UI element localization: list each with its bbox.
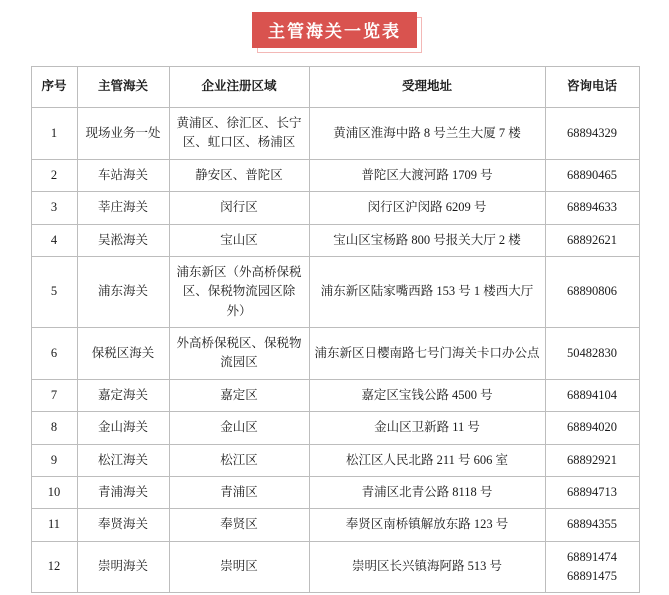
cell-customs-office: 车站海关: [77, 159, 169, 191]
cell-customs-office: 金山海关: [77, 412, 169, 444]
cell-phone: [545, 224, 639, 256]
cell-customs-office: 浦东海关: [77, 256, 169, 327]
cell-address: 青浦区北青公路 8118 号: [309, 476, 545, 508]
column-header-registration-area: 企业注册区域: [169, 67, 309, 108]
cell-customs-office: 保税区海关: [77, 328, 169, 380]
cell-customs-office: 青浦海关: [77, 476, 169, 508]
phone-number: 68894713: [567, 484, 617, 499]
customs-table: [31, 66, 640, 593]
cell-phone: [545, 108, 639, 160]
cell-address: 金山区卫新路 11 号: [309, 412, 545, 444]
cell-customs-office: 现场业务一处: [77, 108, 169, 160]
phone-number: 68890465: [567, 167, 617, 182]
cell-customs-office: 莘庄海关: [77, 192, 169, 224]
cell-no: 2: [31, 159, 77, 191]
table-row: [31, 328, 639, 380]
cell-registration-area: 奉贤区: [169, 509, 309, 541]
table-body: [31, 108, 639, 593]
cell-phone: [545, 476, 639, 508]
cell-no: 12: [31, 541, 77, 593]
table-row: [31, 509, 639, 541]
title-area: [0, 0, 669, 48]
table-row: [31, 541, 639, 593]
cell-address: 奉贤区南桥镇解放东路 123 号: [309, 509, 545, 541]
column-header-no: 序号: [31, 67, 77, 108]
phone-number: 68894633: [567, 200, 617, 215]
cell-phone: [545, 159, 639, 191]
cell-address: 宝山区宝杨路 800 号报关大厅 2 楼: [309, 224, 545, 256]
cell-registration-area: 松江区: [169, 444, 309, 476]
cell-registration-area: 闵行区: [169, 192, 309, 224]
cell-address: 崇明区长兴镇海阿路 513 号: [309, 541, 545, 593]
table-header: [31, 67, 639, 108]
cell-registration-area: 崇明区: [169, 541, 309, 593]
table-row: [31, 476, 639, 508]
cell-customs-office: 松江海关: [77, 444, 169, 476]
column-header-phone: 咨询电话: [545, 67, 639, 108]
table-row: [31, 256, 639, 327]
cell-phone: [545, 541, 639, 593]
phone-number: 68894329: [567, 125, 617, 140]
cell-customs-office: 崇明海关: [77, 541, 169, 593]
cell-registration-area: 宝山区: [169, 224, 309, 256]
cell-phone: [545, 379, 639, 411]
cell-phone: [545, 509, 639, 541]
cell-phone: [545, 444, 639, 476]
cell-registration-area: 嘉定区: [169, 379, 309, 411]
cell-no: 8: [31, 412, 77, 444]
phone-number: 68891475: [567, 569, 617, 583]
cell-customs-office: 嘉定海关: [77, 379, 169, 411]
cell-no: 10: [31, 476, 77, 508]
cell-address: 浦东新区陆家嘴西路 153 号 1 楼西大厅: [309, 256, 545, 327]
cell-no: 9: [31, 444, 77, 476]
cell-registration-area: 静安区、普陀区: [169, 159, 309, 191]
table-row: [31, 379, 639, 411]
phone-number: 68892621: [567, 232, 617, 247]
phone-number: 68894020: [567, 420, 617, 435]
phone-number: 68894104: [567, 387, 617, 402]
phone-number: 68892921: [567, 452, 617, 467]
cell-phone: [545, 328, 639, 380]
cell-customs-office: 吴淞海关: [77, 224, 169, 256]
page-title: 主管海关一览表: [252, 12, 417, 48]
cell-phone: [545, 256, 639, 327]
table-row: [31, 412, 639, 444]
cell-address: 嘉定区宝钱公路 4500 号: [309, 379, 545, 411]
cell-no: 1: [31, 108, 77, 160]
cell-address: 浦东新区日樱南路七号门海关卡口办公点: [309, 328, 545, 380]
cell-no: 4: [31, 224, 77, 256]
phone-number: 68891474: [567, 549, 617, 564]
cell-address: 闵行区沪闵路 6209 号: [309, 192, 545, 224]
cell-address: 黄浦区淮海中路 8 号兰生大厦 7 楼: [309, 108, 545, 160]
cell-no: 7: [31, 379, 77, 411]
table-row: [31, 444, 639, 476]
cell-address: 普陀区大渡河路 1709 号: [309, 159, 545, 191]
cell-no: 11: [31, 509, 77, 541]
customs-table-container: [31, 66, 639, 593]
phone-number: 50482830: [567, 345, 617, 360]
cell-registration-area: 浦东新区（外高桥保税区、保税物流园区除外）: [169, 256, 309, 327]
cell-no: 5: [31, 256, 77, 327]
cell-registration-area: 外高桥保税区、保税物流园区: [169, 328, 309, 380]
cell-registration-area: 金山区: [169, 412, 309, 444]
table-row: [31, 224, 639, 256]
phone-number: 68890806: [567, 284, 617, 299]
cell-phone: [545, 412, 639, 444]
cell-registration-area: 青浦区: [169, 476, 309, 508]
table-header-row: [31, 67, 639, 108]
phone-number: 68894355: [567, 517, 617, 532]
cell-phone: [545, 192, 639, 224]
column-header-address: 受理地址: [309, 67, 545, 108]
cell-address: 松江区人民北路 211 号 606 室: [309, 444, 545, 476]
cell-no: 3: [31, 192, 77, 224]
table-row: [31, 159, 639, 191]
table-row: [31, 108, 639, 160]
cell-customs-office: 奉贤海关: [77, 509, 169, 541]
column-header-customs-office: 主管海关: [77, 67, 169, 108]
cell-no: 6: [31, 328, 77, 380]
table-row: [31, 192, 639, 224]
cell-registration-area: 黄浦区、徐汇区、长宁区、虹口区、杨浦区: [169, 108, 309, 160]
